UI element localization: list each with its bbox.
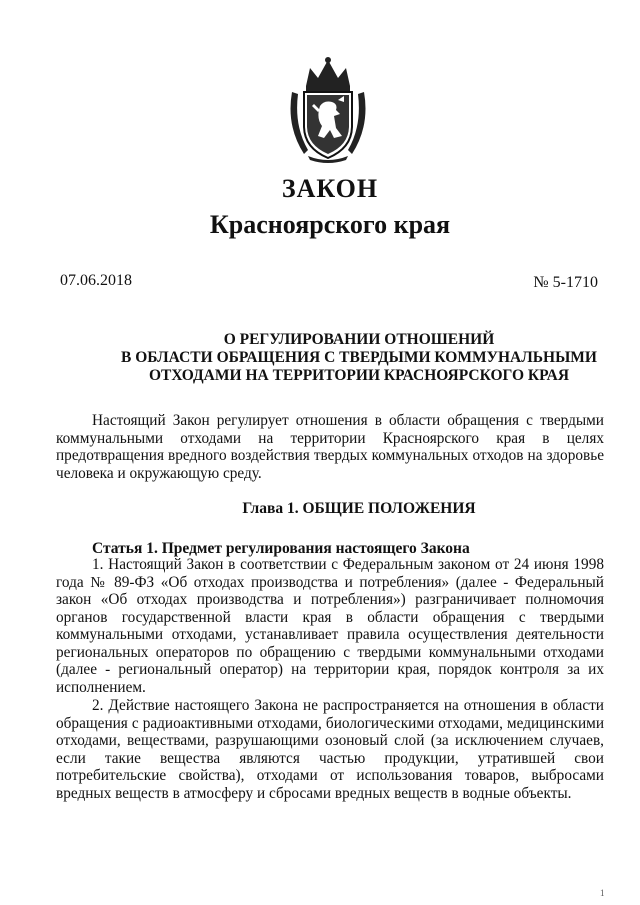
- law-heading-line: В ОБЛАСТИ ОБРАЩЕНИЯ С ТВЕРДЫМИ КОММУНАЛЬНЫМИ: [121, 349, 597, 366]
- intro-paragraph: Настоящий Закон регулирует отношения в области обращения с твердыми коммунальными отходами на территории Красноярского края в целях предотвращения вредного воздействия твердых коммунальных отходов на здоровье человека и окружающую среду.: [56, 412, 604, 482]
- page-mark: 1: [600, 888, 605, 898]
- law-number: № 5-1710: [533, 274, 598, 291]
- law-heading-line: О РЕГУЛИРОВАНИИ ОТНОШЕНИЙ: [223, 331, 495, 348]
- article-heading: Статья 1. Предмет регулирования настоящего Закона: [92, 540, 470, 557]
- article-paragraph-2: 2. Действие настоящего Закона не распространяется на отношения в области обращения с радиоактивными отходами, биологическими отходами, медицинскими отходами, веществами, разрушающими озоновый слой (за исключением случаев, если такие вещества являются частью продукции, утратившей свои потребительские свойства), отходами от использования товаров, выбросами вредных веществ в атмосферу и сбросами вредных веществ в водные объекты.: [56, 697, 604, 802]
- law-heading-line: ОТХОДАМИ НА ТЕРРИТОРИИ КРАСНОЯРСКОГО КРАЯ: [148, 367, 570, 384]
- law-heading: [60, 331, 640, 385]
- law-title: ЗАКОН: [281, 174, 379, 203]
- article-paragraph-1: 1. Настоящий Закон в соответствии с Федеральным законом от 24 июня 1998 года № 89-ФЗ «Об отходах производства и потребления» (далее - Федеральный закон «Об отходах производства и потребления») разграничивает полномочия органов государственной власти края в области обращения с твердыми коммунальными отходами, устанавливает правила осуществления деятельности региональных операторов по обращению с твердыми коммунальными отходами (далее - региональный оператор) на территории края, порядок контроля за их исполнением.: [56, 556, 604, 696]
- krasnoyarsk-coat-of-arms-icon: [284, 56, 372, 164]
- law-subtitle: Красноярского края: [209, 210, 451, 239]
- chapter-heading: Глава 1. ОБЩИЕ ПОЛОЖЕНИЯ: [242, 500, 476, 517]
- law-date: 07.06.2018: [60, 272, 132, 289]
